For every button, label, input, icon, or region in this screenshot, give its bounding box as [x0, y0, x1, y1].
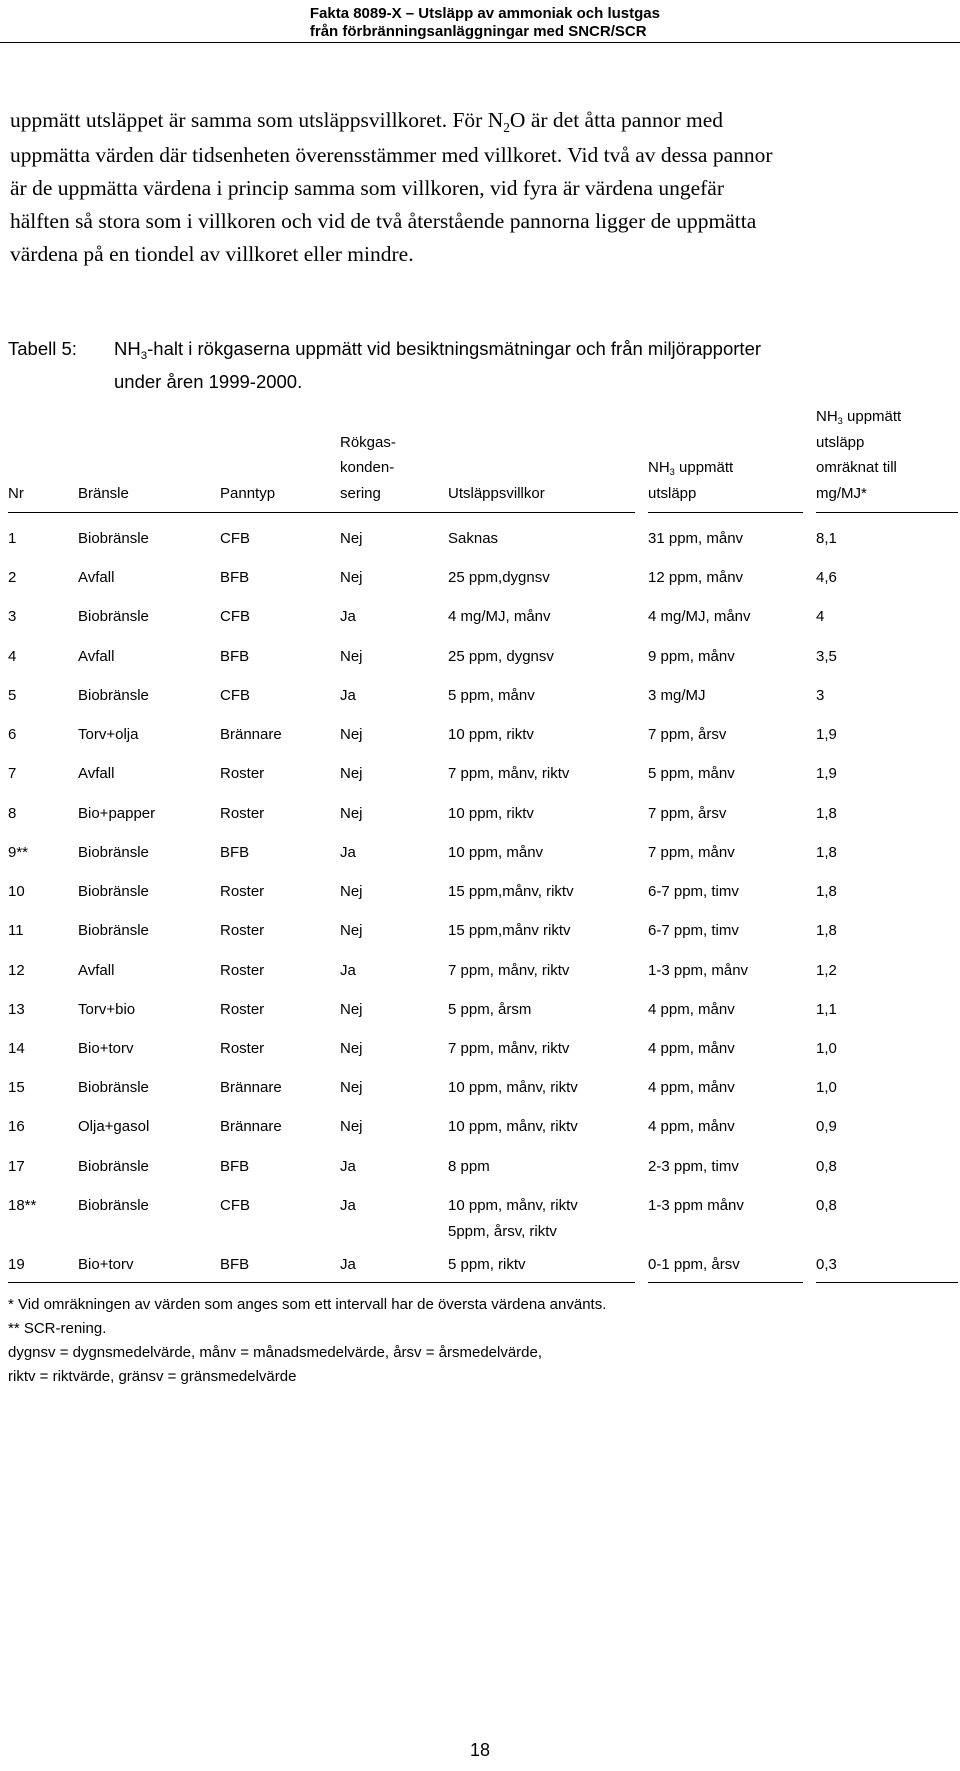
- cell-panntyp: BFB: [220, 1256, 250, 1273]
- cell-villkor: 7 ppm, månv, riktv: [448, 765, 570, 782]
- cell-villkor: 4 mg/MJ, månv: [448, 608, 551, 625]
- cell-nr: 13: [8, 1001, 25, 1018]
- cell-bransle: Avfall: [78, 648, 115, 665]
- cell-villkor: 10 ppm, riktv: [448, 726, 534, 743]
- cell-bransle: Torv+olja: [78, 726, 139, 743]
- cell-panntyp: Roster: [220, 883, 265, 900]
- caption-label: Tabell 5:: [8, 338, 77, 359]
- table-row: [8, 920, 958, 946]
- cell-panntyp: Roster: [220, 805, 265, 822]
- page-header: [310, 5, 660, 41]
- cell-panntyp: Roster: [220, 922, 265, 939]
- cell-nr: 5: [8, 687, 17, 704]
- cell-nr: 8: [8, 805, 17, 822]
- cell-villkor: 5 ppm, månv: [448, 687, 535, 704]
- cell-kond: Nej: [340, 805, 363, 822]
- cell-bransle: Biobränsle: [78, 1158, 149, 1175]
- body-line-3: är de uppmätta värdena i princip samma som villkoren, vid fyra är värdena ungefär: [10, 176, 725, 200]
- table-row: [8, 1195, 958, 1240]
- cell-kond: Nej: [340, 922, 363, 939]
- cell-panntyp: Brännare: [220, 726, 282, 743]
- header-rokgas-line-1: Rökgas-: [340, 434, 396, 451]
- footnote-1: * Vid omräkningen av värden som anges som ett intervall har de översta värdena använts.: [8, 1296, 607, 1313]
- cell-omraknat: 1,8: [816, 805, 837, 822]
- cell-panntyp: BFB: [220, 844, 250, 861]
- cell-omraknat: 4,6: [816, 569, 837, 586]
- cell-bransle: Biobränsle: [78, 922, 149, 939]
- table-row: [8, 960, 958, 986]
- cell-villkor: 10 ppm, månv: [448, 844, 544, 861]
- cell-panntyp: Brännare: [220, 1118, 282, 1135]
- cell-kond: Nej: [340, 648, 363, 665]
- cell-uppmatt: 4 ppm, månv: [648, 1001, 735, 1018]
- cell-nr: 9**: [8, 844, 29, 861]
- cell-kond: Nej: [340, 1079, 363, 1096]
- cell-bransle: Olja+gasol: [78, 1118, 150, 1135]
- cell-villkor: 10 ppm, månv, riktv: [448, 1079, 578, 1096]
- cell-villkor: 10 ppm, riktv: [448, 805, 534, 822]
- cell-kond: Nej: [340, 530, 363, 547]
- cell-uppmatt: 6-7 ppm, timv: [648, 922, 739, 939]
- cell-kond: Ja: [340, 844, 356, 861]
- bottom-rule-left: [8, 1282, 635, 1283]
- cell-bransle: Biobränsle: [78, 687, 149, 704]
- cell-kond: Ja: [340, 1256, 356, 1273]
- cell-omraknat: 1,8: [816, 922, 837, 939]
- cell-kond: Ja: [340, 687, 356, 704]
- cell-omraknat: 1,9: [816, 726, 837, 743]
- cell-villkor: 8 ppm: [448, 1158, 490, 1175]
- cell-uppmatt: 7 ppm, årsv: [648, 805, 727, 822]
- cell-kond: Nej: [340, 765, 363, 782]
- cell-bransle: Biobränsle: [78, 844, 149, 861]
- cell-omraknat: 0,8: [816, 1158, 837, 1175]
- cell-bransle: Biobränsle: [78, 530, 149, 547]
- caption-text: $NH_3$-halt i rökgaserna uppmätt vid besiktningsmätningar och från miljörapporter under åren 1999-2000.: [114, 338, 762, 392]
- cell-nr: 15: [8, 1079, 25, 1096]
- cell-kond: Nej: [340, 1118, 363, 1135]
- cell-omraknat: 4: [816, 608, 825, 625]
- cell-panntyp: CFB: [220, 1197, 250, 1214]
- cell-kond: Ja: [340, 1158, 356, 1175]
- cell-villkor: 15 ppm,månv, riktv: [448, 883, 574, 900]
- header-nh3-line-2: utsläpp: [648, 485, 697, 502]
- cell-kond: Nej: [340, 1001, 363, 1018]
- cell-nr: 16: [8, 1118, 25, 1135]
- table-row: [8, 881, 958, 907]
- table-row: [8, 803, 958, 829]
- cell-omraknat: 0,9: [816, 1118, 837, 1135]
- cell-uppmatt: 1-3 ppm, månv: [648, 962, 749, 979]
- cell-nr: 17: [8, 1158, 25, 1175]
- table-row: [8, 763, 958, 789]
- cell-kond: Nej: [340, 726, 363, 743]
- footnote-3: dygnsv = dygnsmedelvärde, månv = månadsmedelvärde, årsv = årsmedelvärde,: [8, 1344, 543, 1361]
- cell-omraknat: 3: [816, 687, 825, 704]
- cell-nr: 10: [8, 883, 25, 900]
- cell-uppmatt: 12 ppm, månv: [648, 569, 744, 586]
- table-row: [8, 1156, 958, 1182]
- cell-omraknat: 1,9: [816, 765, 837, 782]
- header-nh3-line-1: $NH_3$ uppmätt: [648, 459, 734, 478]
- cell-uppmatt: 4 mg/MJ, månv: [648, 608, 751, 625]
- cell-panntyp: CFB: [220, 608, 250, 625]
- header-panntyp: Panntyp: [220, 485, 276, 502]
- table-row: [8, 999, 958, 1025]
- cell-omraknat: 1,1: [816, 1001, 837, 1018]
- table-row: [8, 1254, 958, 1280]
- cell-bransle: Biobränsle: [78, 1079, 149, 1096]
- cell-nr: 11: [8, 922, 24, 939]
- cell-nr: 19: [8, 1256, 25, 1273]
- cell-nr: 12: [8, 962, 25, 979]
- body-line-1: uppmätt utsläppet är samma som utsläppsvillkoret. För $N_2O$ är det åtta pannor med: [10, 108, 724, 135]
- body-line-5: värdena på en tiondel av villkoret eller mindre.: [10, 242, 414, 266]
- cell-nr: 14: [8, 1040, 25, 1057]
- table-row: [8, 1077, 958, 1103]
- header-villkor: Utsläppsvillkor: [448, 485, 545, 502]
- cell-bransle: Avfall: [78, 962, 115, 979]
- cell-bransle: Avfall: [78, 765, 115, 782]
- cell-uppmatt: 0-1 ppm, årsv: [648, 1256, 740, 1273]
- cell-bransle: Biobränsle: [78, 608, 149, 625]
- cell-bransle: Torv+bio: [78, 1001, 136, 1018]
- header-omr-line-1: $NH_3$ uppmätt: [816, 408, 902, 427]
- cell-uppmatt: 6-7 ppm, timv: [648, 883, 739, 900]
- cell-bransle: Biobränsle: [78, 1197, 149, 1214]
- cell-panntyp: BFB: [220, 569, 250, 586]
- cell-kond: Nej: [340, 883, 363, 900]
- cell-villkor-line-2: 5ppm, årsv, riktv: [448, 1223, 557, 1240]
- cell-bransle: Bio+torv: [78, 1256, 134, 1273]
- cell-omraknat: 1,2: [816, 962, 837, 979]
- cell-bransle: Bio+torv: [78, 1040, 134, 1057]
- cell-kond: Ja: [340, 608, 356, 625]
- page-number: 18: [469, 1740, 491, 1760]
- cell-uppmatt: 5 ppm, månv: [648, 765, 735, 782]
- cell-villkor: 25 ppm,dygnsv: [448, 569, 550, 586]
- cell-villkor: Saknas: [448, 530, 499, 547]
- cell-kond: Nej: [340, 569, 363, 586]
- cell-omraknat: 0,3: [816, 1256, 837, 1273]
- cell-bransle: Bio+papper: [78, 805, 156, 822]
- cell-omraknat: 1,8: [816, 844, 837, 861]
- header-line-2: från förbränningsanläggningar med SNCR/SCR: [309, 23, 647, 40]
- cell-nr: 4: [8, 648, 17, 665]
- table-row: [8, 685, 958, 711]
- cell-panntyp: Roster: [220, 1001, 265, 1018]
- cell-bransle: Biobränsle: [78, 883, 149, 900]
- table-row: [8, 842, 958, 868]
- table-footnotes: [8, 1293, 606, 1389]
- cell-uppmatt: 7 ppm, månv: [648, 844, 735, 861]
- footnote-2: ** SCR-rening.: [8, 1320, 107, 1337]
- table-row: [8, 646, 958, 672]
- cell-villkor: 10 ppm, månv, riktv: [448, 1197, 578, 1214]
- cell-panntyp: BFB: [220, 648, 250, 665]
- cell-uppmatt: 1-3 ppm månv: [648, 1197, 744, 1214]
- header-omr-line-3: omräknat till: [816, 459, 897, 476]
- header-rule-right: [816, 512, 958, 513]
- body-paragraph: [10, 104, 940, 271]
- cell-villkor: 15 ppm,månv riktv: [448, 922, 571, 939]
- cell-villkor: 5 ppm, riktv: [448, 1256, 526, 1273]
- cell-panntyp: BFB: [220, 1158, 250, 1175]
- header-bransle: Bränsle: [78, 485, 129, 502]
- header-rokgas-line-3: sering: [340, 485, 381, 502]
- cell-uppmatt: 4 ppm, månv: [648, 1118, 735, 1135]
- cell-panntyp: CFB: [220, 530, 250, 547]
- body-line-2: uppmätta värden där tidsenheten överensstämmer med villkoret. Vid två av dessa pannor: [10, 143, 773, 167]
- cell-panntyp: CFB: [220, 687, 250, 704]
- cell-omraknat: 8,1: [816, 530, 837, 547]
- header-line-1: Fakta 8089-X – Utsläpp av ammoniak och lustgas: [309, 5, 660, 22]
- cell-panntyp: Roster: [220, 962, 265, 979]
- cell-nr: 6: [8, 726, 17, 743]
- cell-nr: 1: [8, 530, 17, 547]
- cell-omraknat: 1,0: [816, 1040, 837, 1057]
- header-omr-line-4: mg/MJ*: [816, 485, 867, 502]
- bottom-rule-mid: [648, 1282, 803, 1283]
- cell-omraknat: 1,8: [816, 883, 837, 900]
- cell-uppmatt: 4 ppm, månv: [648, 1079, 735, 1096]
- cell-panntyp: Roster: [220, 1040, 265, 1057]
- cell-nr: 3: [8, 608, 17, 625]
- cell-kond: Ja: [340, 962, 356, 979]
- cell-kond: Ja: [340, 1197, 356, 1214]
- cell-bransle: Avfall: [78, 569, 115, 586]
- cell-uppmatt: 3 mg/MJ: [648, 687, 706, 704]
- cell-villkor: 5 ppm, årsm: [448, 1001, 532, 1018]
- cell-panntyp: Brännare: [220, 1079, 282, 1096]
- bottom-rule-right: [816, 1282, 958, 1283]
- table-row: [8, 1116, 958, 1142]
- table-row: [8, 606, 958, 632]
- cell-uppmatt: 2-3 ppm, timv: [648, 1158, 739, 1175]
- cell-panntyp: Roster: [220, 765, 265, 782]
- cell-omraknat: 0,8: [816, 1197, 837, 1214]
- cell-nr: 7: [8, 765, 17, 782]
- header-nr: Nr: [8, 485, 24, 502]
- table-row: [8, 567, 958, 593]
- cell-villkor: 10 ppm, månv, riktv: [448, 1118, 578, 1135]
- cell-kond: Nej: [340, 1040, 363, 1057]
- cell-omraknat: 3,5: [816, 648, 837, 665]
- table-row: [8, 724, 958, 750]
- cell-uppmatt: 7 ppm, årsv: [648, 726, 727, 743]
- cell-villkor: 7 ppm, månv, riktv: [448, 962, 570, 979]
- footnote-4: riktv = riktvärde, gränsv = gränsmedelvärde: [8, 1368, 297, 1385]
- header-rule-mid: [648, 512, 803, 513]
- cell-uppmatt: 4 ppm, månv: [648, 1040, 735, 1057]
- cell-villkor: 7 ppm, månv, riktv: [448, 1040, 570, 1057]
- header-rokgas-line-2: konden-: [340, 459, 395, 476]
- cell-uppmatt: 31 ppm, månv: [648, 530, 744, 547]
- header-rule-left: [8, 512, 635, 513]
- cell-nr: 2: [8, 569, 17, 586]
- table-row: [8, 528, 958, 554]
- body-line-4: hälften så stora som i villkoren och vid de två återstående pannorna ligger de uppmätta: [10, 209, 757, 233]
- cell-villkor: 25 ppm, dygnsv: [448, 648, 554, 665]
- header-omr-line-2: utsläpp: [816, 434, 865, 451]
- cell-nr: 18**: [8, 1197, 37, 1214]
- header-rule: [0, 42, 960, 43]
- cell-omraknat: 1,0: [816, 1079, 837, 1096]
- table-row: [8, 1038, 958, 1064]
- cell-uppmatt: 9 ppm, månv: [648, 648, 735, 665]
